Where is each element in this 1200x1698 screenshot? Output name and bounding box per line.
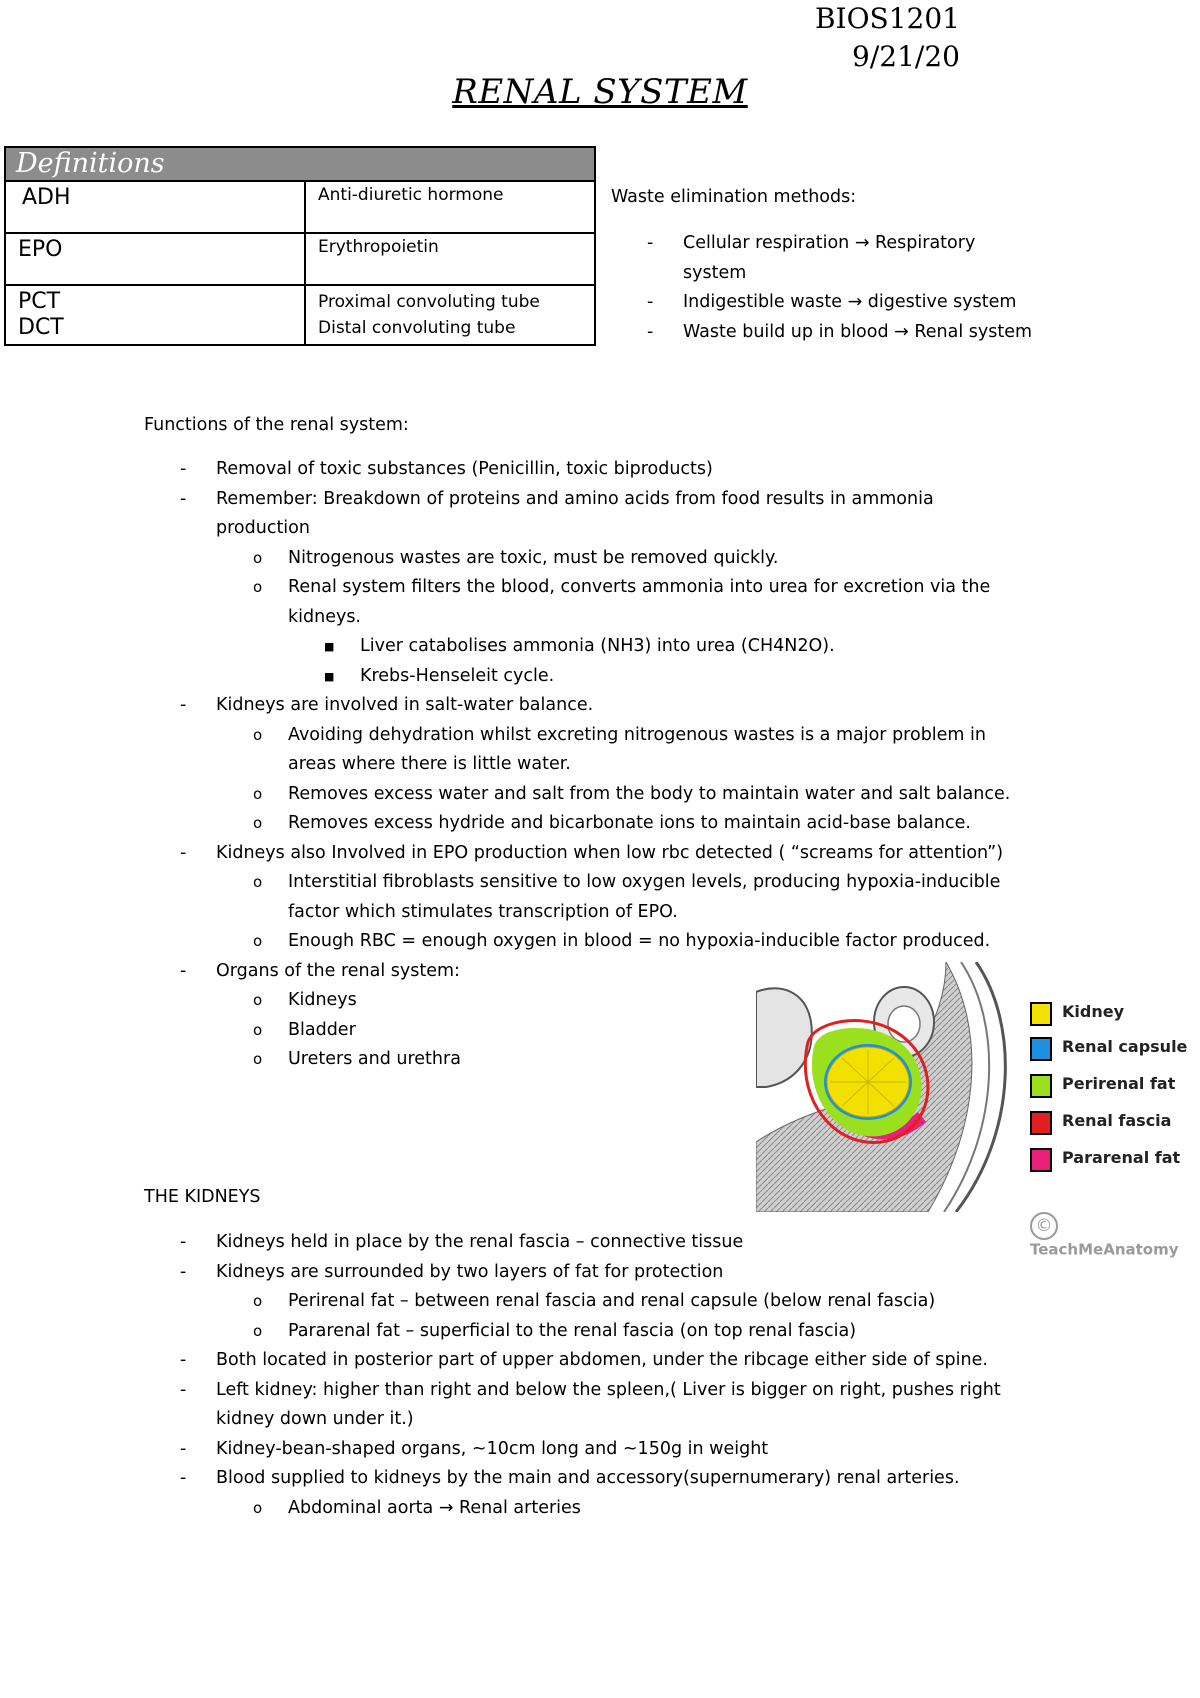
list-item: o Enough RBC = enough oxygen in blood = no hypoxia-inducible factor produced. bbox=[253, 931, 991, 951]
list-item: - Kidneys are involved in salt-water balance. bbox=[180, 695, 594, 715]
list-item: - Organs of the renal system: bbox=[180, 960, 460, 981]
term-cell: ADH bbox=[5, 181, 305, 233]
list-item: - Kidney-bean-shaped organs, ~10cm long and ~150g in weight bbox=[180, 1438, 769, 1459]
list-item bbox=[144, 750, 1144, 780]
list-item: o Avoiding dehydration whilst excreting nitrogenous wastes is a major problem in bbox=[253, 724, 986, 745]
list-item: o Bladder bbox=[253, 1019, 356, 1040]
list-item-text: system bbox=[683, 262, 747, 283]
list-item-text: Remember: Breakdown of proteins and amino acids from food results in ammonia bbox=[216, 488, 934, 509]
list-item: o Pararenal fat – superficial to the renal fascia (on top renal fascia) bbox=[253, 1320, 857, 1341]
waste-heading: Waste elimination methods: bbox=[611, 187, 857, 207]
list-item: o Removes excess hydride and bicarbonate ions to maintain acid-base balance. bbox=[253, 813, 971, 833]
list-item-text: Kidneys held in place by the renal fascia – connective tissue bbox=[216, 1232, 744, 1252]
list-item-text: Indigestible waste → digestive system bbox=[683, 292, 1017, 312]
list-item: o Removes excess water and salt from the body to maintain water and salt balance. bbox=[253, 783, 1011, 804]
table-row bbox=[5, 285, 595, 345]
list-item bbox=[144, 603, 1144, 633]
term: DCT bbox=[18, 315, 64, 340]
list-item-text: areas where there is little water. bbox=[288, 754, 571, 774]
date: 9/21/20 bbox=[852, 40, 960, 73]
legend-label: Perirenal fat bbox=[1062, 1074, 1176, 1093]
list-item-text: Krebs-Henseleit cycle. bbox=[360, 665, 555, 686]
list-item-text: Nitrogenous wastes are toxic, must be removed quickly. bbox=[288, 547, 779, 568]
list-item bbox=[611, 259, 1071, 289]
list-item-text: Kidney-bean-shaped organs, ~10cm long and ~150g in weight bbox=[216, 1438, 769, 1459]
page-title: RENAL SYSTEM bbox=[452, 72, 748, 112]
list-item: - Kidneys are surrounded by two layers of fat for protection bbox=[180, 1261, 724, 1282]
list-item: o Interstitial fibroblasts sensitive to low oxygen levels, producing hypoxia-inducible bbox=[253, 872, 1001, 892]
list-item: - Both located in posterior part of upper abdomen, under the ribcage either side of spine. bbox=[180, 1350, 988, 1370]
meaning: Distal convoluting tube bbox=[318, 318, 516, 338]
list-item: - Waste build up in blood → Renal system bbox=[647, 321, 1033, 342]
legend-swatch-renal-capsule bbox=[1030, 1037, 1052, 1061]
list-item: - Left kidney: higher than right and below the spleen,( Liver is bigger on right, pushes right bbox=[180, 1379, 1001, 1400]
list-item-text: Waste build up in blood → Renal system bbox=[683, 321, 1033, 342]
legend-swatch-pararenal-fat bbox=[1030, 1148, 1052, 1172]
list-item-text: Cellular respiration → Respiratory bbox=[683, 233, 976, 253]
list-item: - Kidneys also Involved in EPO production when low rbc detected ( “screams for attention”) bbox=[180, 842, 1004, 863]
term: PCT bbox=[18, 289, 61, 314]
list-item: o Kidneys bbox=[253, 990, 357, 1010]
list-item-text: Ureters and urethra bbox=[288, 1049, 461, 1069]
list-item bbox=[144, 898, 1144, 928]
list-item-text: Left kidney: higher than right and below the spleen,( Liver is bigger on right, pushes right bbox=[216, 1379, 1001, 1400]
list-item: - Removal of toxic substances (Penicillin, toxic biproducts) bbox=[180, 459, 713, 479]
term-cell bbox=[5, 285, 305, 345]
kidneys-heading: THE KIDNEYS bbox=[144, 1187, 261, 1207]
functions-heading: Functions of the renal system: bbox=[144, 415, 409, 435]
meaning: Proximal convoluting tube bbox=[318, 292, 540, 312]
legend-swatch-renal-fascia bbox=[1030, 1111, 1052, 1135]
list-item-text: Kidneys bbox=[288, 990, 357, 1010]
list-item: ■ Liver catabolises ammonia (NH3) into urea (CH4N2O). bbox=[324, 636, 835, 656]
legend-label: Renal capsule bbox=[1062, 1037, 1188, 1056]
course-code: BIOS1201 bbox=[814, 2, 960, 35]
header bbox=[815, 0, 960, 76]
definitions-table bbox=[4, 146, 596, 346]
list-item bbox=[144, 514, 1144, 544]
list-item-text: Renal system filters the blood, converts ammonia into urea for excretion via the bbox=[288, 577, 991, 597]
legend-swatch-perirenal-fat bbox=[1030, 1074, 1052, 1098]
list-item: - Kidneys held in place by the renal fascia – connective tissue bbox=[180, 1232, 744, 1252]
waste-list bbox=[611, 229, 1071, 347]
list-item-text: Abdominal aorta → Renal arteries bbox=[288, 1497, 581, 1518]
list-item-text: Organs of the renal system: bbox=[216, 960, 460, 981]
brand-name: TeachMeAnatomy bbox=[1030, 1240, 1179, 1259]
list-item-text: kidneys. bbox=[288, 606, 361, 627]
list-item-text: Kidneys are involved in salt-water balance. bbox=[216, 695, 594, 715]
list-item-text: Perirenal fat – between renal fascia and renal capsule (below renal fascia) bbox=[288, 1291, 936, 1311]
list-item-text: Enough RBC = enough oxygen in blood = no hypoxia-inducible factor produced. bbox=[288, 931, 991, 951]
list-item-text: Kidneys are surrounded by two layers of fat for protection bbox=[216, 1261, 724, 1282]
list-item-text: Both located in posterior part of upper abdomen, under the ribcage either side of spine. bbox=[216, 1350, 988, 1370]
list-item bbox=[144, 1405, 1144, 1435]
kidney-anatomy-illustration bbox=[756, 962, 1026, 1212]
list-item-text: factor which stimulates transcription of EPO. bbox=[288, 901, 678, 922]
list-item: o Nitrogenous wastes are toxic, must be removed quickly. bbox=[253, 547, 779, 568]
list-item-text: Removal of toxic substances (Penicillin, toxic biproducts) bbox=[216, 459, 713, 479]
list-item: o Renal system filters the blood, converts ammonia into urea for excretion via the bbox=[253, 577, 991, 597]
table-row bbox=[5, 181, 595, 233]
kidneys-list bbox=[144, 1228, 1144, 1523]
list-item-text: Avoiding dehydration whilst excreting nitrogenous wastes is a major problem in bbox=[288, 724, 986, 745]
table-row bbox=[5, 233, 595, 285]
list-item: - Remember: Breakdown of proteins and amino acids from food results in ammonia bbox=[180, 488, 934, 509]
list-item-text: Blood supplied to kidneys by the main and accessory(supernumerary) renal arteries. bbox=[216, 1468, 960, 1488]
meaning-cell: Erythropoietin bbox=[305, 233, 595, 285]
list-item: o Ureters and urethra bbox=[253, 1049, 461, 1069]
list-item-text: Kidneys also Involved in EPO production when low rbc detected ( “screams for attention”) bbox=[216, 842, 1004, 863]
definitions-heading: Definitions bbox=[5, 147, 595, 181]
term-cell: EPO bbox=[5, 233, 305, 285]
list-item: ■ Krebs-Henseleit cycle. bbox=[324, 665, 555, 686]
figure-legend bbox=[1030, 1000, 1200, 1190]
list-item-text: Liver catabolises ammonia (NH3) into urea (CH4N2O). bbox=[360, 636, 835, 656]
meaning-cell: Anti-diuretic hormone bbox=[305, 181, 595, 233]
legend-label: Pararenal fat bbox=[1062, 1148, 1181, 1167]
list-item-text: Removes excess water and salt from the body to maintain water and salt balance. bbox=[288, 783, 1011, 804]
list-item-text: Removes excess hydride and bicarbonate ions to maintain acid-base balance. bbox=[288, 813, 971, 833]
legend-label: Kidney bbox=[1062, 1002, 1125, 1021]
legend-label: Renal fascia bbox=[1062, 1111, 1172, 1130]
list-item-text: production bbox=[216, 518, 310, 538]
vertebra bbox=[756, 988, 812, 1087]
list-item-text: Interstitial fibroblasts sensitive to low oxygen levels, producing hypoxia-inducible bbox=[288, 872, 1001, 892]
list-item: o Perirenal fat – between renal fascia and renal capsule (below renal fascia) bbox=[253, 1291, 936, 1311]
list-item: - Blood supplied to kidneys by the main and accessory(supernumerary) renal arteries. bbox=[180, 1468, 960, 1488]
meaning-cell bbox=[305, 285, 595, 345]
list-item-text: Pararenal fat – superficial to the renal fascia (on top renal fascia) bbox=[288, 1320, 857, 1341]
list-item: o Abdominal aorta → Renal arteries bbox=[253, 1497, 581, 1518]
list-item: - Cellular respiration → Respiratory bbox=[647, 233, 976, 253]
copyright-icon: © bbox=[1030, 1212, 1058, 1240]
list-item: - Indigestible waste → digestive system bbox=[647, 292, 1017, 312]
list-item-text: kidney down under it.) bbox=[216, 1409, 414, 1429]
legend-swatch-kidney bbox=[1030, 1002, 1052, 1026]
list-item-text: Bladder bbox=[288, 1019, 356, 1040]
